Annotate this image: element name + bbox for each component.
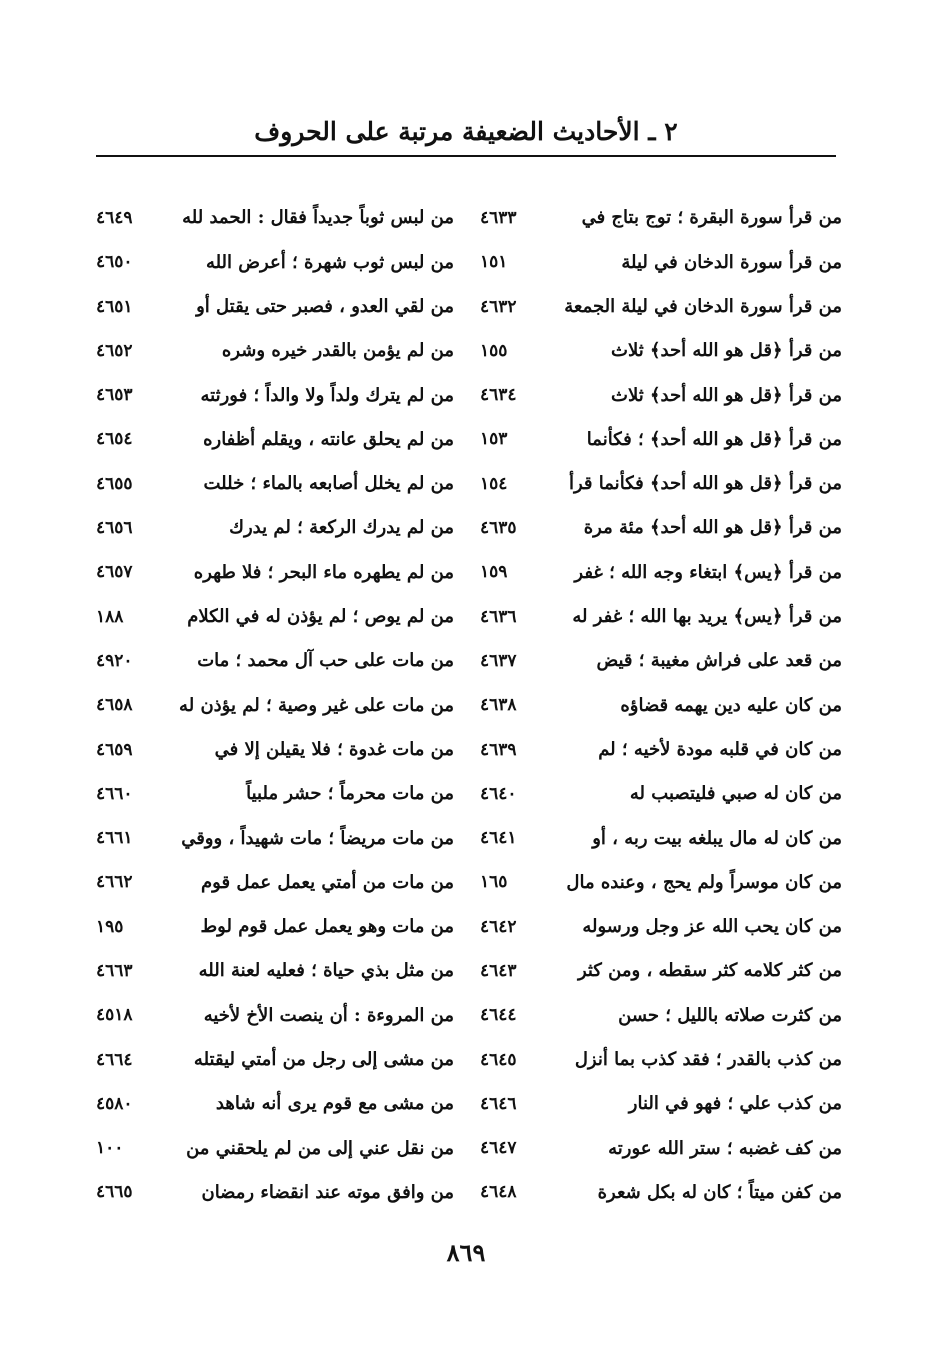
entry-text: من لقي العدو ، فصبر حتى يقتل أو: [196, 295, 454, 317]
entry-text: من قرأ ﴿قل هو الله أحد﴾ ؛ فكأنما: [586, 428, 842, 450]
index-entry: [480, 1082, 842, 1126]
entry-text: من لم يطهره ماء البحر ؛ فلا طهره: [193, 561, 454, 583]
index-entry: [96, 860, 454, 904]
index-entry: [480, 772, 842, 816]
index-entry: [96, 1126, 454, 1170]
entry-number: ١٥٩: [480, 562, 508, 583]
entry-text: من مثل بذي حياة ؛ فعليه لعنة الله: [198, 960, 454, 982]
entry-text: من مات غدوة ؛ فلا يقيلن إلا في: [214, 738, 454, 760]
index-entry: [480, 240, 842, 284]
entry-number: ١٩٥: [96, 916, 124, 937]
page-title: ٢ ـ الأحاديث الضعيفة مرتبة على الحروف: [254, 117, 678, 146]
index-entry: [480, 417, 842, 461]
entry-number: ٤٦٣٣: [480, 207, 517, 228]
entry-text: من وافق موته عند انقضاء رمضان: [201, 1181, 454, 1203]
entry-number: ٤٦٤٤: [480, 1005, 517, 1026]
entry-text: من المروءة : أن ينصت الأخ لأخيه: [203, 1004, 454, 1026]
index-entry: [480, 1038, 842, 1082]
entry-text: من قرأ ﴿قل هو الله أحد﴾ فكأنما قرأ: [568, 473, 842, 495]
entry-number: ٤٦٣٤: [480, 385, 517, 406]
entry-text: من مات محرماً ؛ حشر ملبياً: [246, 783, 454, 805]
entry-number: ٤٦٥٢: [96, 340, 133, 361]
index-entry: [96, 240, 454, 284]
entry-number: ٤٦٤٨: [480, 1182, 517, 1203]
index-entry: [96, 639, 454, 683]
index-entry: [96, 417, 454, 461]
index-entry: [96, 772, 454, 816]
index-entry: [96, 683, 454, 727]
entry-number: ٤٦٤٥: [480, 1049, 517, 1070]
entry-number: ٤٦٤٢: [480, 916, 517, 937]
entry-text: من مشى إلى رجل من أمتي ليقتله: [193, 1048, 454, 1070]
page-number: ٨٦٩: [446, 1238, 486, 1267]
entry-text: من مات مريضاً ؛ مات شهيداً ، ووقي: [181, 827, 454, 849]
index-entry: [96, 905, 454, 949]
entry-text: من كان له صبي فليتصبب له: [629, 783, 842, 805]
entry-number: ٤٥٨٠: [96, 1093, 133, 1114]
index-entry: [480, 196, 842, 240]
index-entry: [480, 639, 842, 683]
index-entry: [480, 462, 842, 506]
entry-text: من مات على غير وصية ؛ لم يؤذن له: [179, 694, 454, 716]
index-entry: [96, 506, 454, 550]
entry-text: من كثرت صلاته بالليل ؛ حسن: [618, 1004, 842, 1026]
index-entry: [96, 816, 454, 860]
entry-number: ٤٦٥٤: [96, 429, 133, 450]
index-entry: [96, 462, 454, 506]
entry-text: من مات على حب آل محمد ؛ مات: [197, 650, 454, 672]
index-entry: [96, 949, 454, 993]
index-entry: [480, 905, 842, 949]
entry-number: ٤٦٤١: [480, 828, 517, 849]
index-entry: [480, 285, 842, 329]
entry-text: من لم يخلل أصابعه بالماء ؛ خللت: [203, 473, 454, 495]
entry-number: ٤٦٣٥: [480, 518, 517, 539]
entry-text: من قرأ سورة الدخان في ليلة: [621, 251, 842, 273]
index-entry: [480, 595, 842, 639]
index-entry: [96, 1171, 454, 1215]
index-entry: [96, 1082, 454, 1126]
entry-text: من كف غضبه ؛ ستر الله عورته: [608, 1137, 842, 1159]
entry-number: ٤٦٤٦: [480, 1093, 517, 1114]
entry-text: من كذب بالقدر ؛ فقد كذب بما أنزل: [574, 1048, 842, 1070]
header-divider: [96, 155, 836, 157]
entry-text: من كان يحب الله عز وجل ورسوله: [582, 916, 842, 938]
entry-text: من نقل عني إلى من لم يلحقني من: [186, 1137, 454, 1159]
entry-text: من كان موسراً ولم يحج ، وعنده مال: [566, 871, 842, 893]
entry-number: ٤٥١٨: [96, 1005, 133, 1026]
entry-text: من لم يوص ؛ لم يؤذن له في الكلام: [187, 606, 454, 628]
entry-number: ٤٦٣٢: [480, 296, 517, 317]
entry-text: من قرأ ﴿قل هو الله أحد﴾ مئة مرة: [583, 517, 842, 539]
entry-number: ١٠٠: [96, 1138, 124, 1159]
index-entry: [96, 550, 454, 594]
entry-text: من مات من أمتي يعمل عمل قوم: [201, 871, 454, 893]
index-entry: [480, 728, 842, 772]
entry-text: من قرأ ﴿يس﴾ ابتغاء وجه الله ؛ غفر: [574, 561, 842, 583]
entry-number: ٤٦٥٣: [96, 385, 133, 406]
entry-text: من كان عليه دين يهمه قضاؤه: [620, 694, 842, 716]
entry-text: من كفن ميتاً ؛ كان له بكل شعرة: [597, 1181, 842, 1203]
entry-text: من قرأ ﴿قل هو الله أحد﴾ ثلاث: [611, 340, 842, 362]
entry-text: من قرأ سورة الدخان في ليلة الجمعة: [564, 295, 842, 317]
entry-number: ٤٦٣٦: [480, 606, 517, 627]
entry-number: ١٦٥: [480, 872, 508, 893]
entry-number: ١٥٣: [480, 429, 508, 450]
index-entry: [480, 860, 842, 904]
entry-text: من مات وهو يعمل عمل قوم لوط: [200, 916, 454, 938]
entry-number: ٤٦٤٩: [96, 207, 133, 228]
entry-text: من قعد على فراش مغيبة ؛ قيض: [596, 650, 842, 672]
index-entry: [96, 993, 454, 1037]
entry-number: ٤٦٦٣: [96, 961, 133, 981]
index-entry: [96, 329, 454, 373]
entry-number: ٤٦٦٤: [96, 1049, 133, 1070]
index-entry: [480, 1171, 842, 1215]
entry-text: من لبس ثوباً جديداً فقال : الحمد لله: [182, 207, 454, 229]
entry-number: ٤٦٤٧: [480, 1138, 517, 1159]
entry-text: من كثر كلامه كثر سقطه ، ومن كثر: [577, 960, 842, 982]
entry-number: ١٥٤: [480, 473, 508, 494]
entry-number: ٤٦٥٧: [96, 562, 133, 583]
entry-number: ٤٦٥٠: [96, 252, 133, 273]
entry-number: ٤٦٥١: [96, 296, 133, 317]
entry-number: ١٥٥: [480, 340, 508, 361]
entry-number: ٤٦٣٨: [480, 695, 517, 716]
index-entry: [96, 595, 454, 639]
entry-number: ٤٦٤٠: [480, 783, 517, 804]
index-entry: [480, 550, 842, 594]
right-index-column: [480, 196, 842, 1215]
entry-number: ١٥١: [480, 252, 508, 273]
entry-number: ٤٦٣٩: [480, 739, 517, 760]
entry-text: من لم يترك ولداً ولا والداً ؛ فورثته: [200, 384, 454, 406]
entry-number: ٤٦٤٣: [480, 961, 517, 981]
index-entry: [480, 506, 842, 550]
entry-text: من لبس ثوب شهرة ؛ أعرض الله: [205, 251, 454, 273]
entry-text: من كان له مال يبلغه بيت ربه ، أو: [592, 827, 842, 849]
index-entry: [480, 816, 842, 860]
index-entry: [480, 949, 842, 993]
entry-number: ٤٦٣٧: [480, 650, 517, 671]
entry-number: ٤٦٥٦: [96, 518, 133, 539]
entry-text: من لم يحلق عانته ، ويقلم أظفاره: [203, 428, 454, 450]
entry-number: ٤٦٦١: [96, 828, 133, 849]
entry-number: ٤٦٦٠: [96, 783, 133, 804]
entry-text: من كذب علي ؛ فهو في النار: [628, 1093, 842, 1115]
entry-text: من قرأ ﴿يس﴾ يريد بها الله ؛ غفر له: [572, 606, 842, 628]
left-index-column: [96, 196, 454, 1215]
index-entry: [96, 196, 454, 240]
entry-text: من لم يؤمن بالقدر خيره وشره: [221, 340, 454, 362]
index-entry: [480, 993, 842, 1037]
entry-number: ٤٦٥٩: [96, 739, 133, 760]
index-entry: [96, 373, 454, 417]
entry-number: ٤٦٦٢: [96, 872, 133, 893]
entry-number: ٤٦٦٥: [96, 1182, 133, 1203]
index-entry: [480, 683, 842, 727]
entry-text: من قرأ سورة البقرة ؛ توج بتاج في: [581, 207, 842, 229]
entry-number: ١٨٨: [96, 606, 124, 627]
entry-text: من لم يدرك الركعة ؛ لم يدرك: [229, 517, 454, 539]
entry-number: ٤٦٥٨: [96, 695, 133, 716]
entry-text: من قرأ ﴿قل هو الله أحد﴾ ثلاث: [611, 384, 842, 406]
index-entry: [480, 373, 842, 417]
entry-text: من كان في قلبه مودة لأخيه ؛ لم: [598, 738, 842, 760]
index-entry: [480, 1126, 842, 1170]
index-entry: [96, 1038, 454, 1082]
entry-text: من مشى مع قوم يرى أنه شاهد: [215, 1093, 454, 1115]
index-entry: [96, 285, 454, 329]
entry-number: ٤٦٥٥: [96, 473, 133, 494]
index-entry: [480, 329, 842, 373]
entry-number: ٤٩٢٠: [96, 650, 133, 671]
index-entry: [96, 728, 454, 772]
